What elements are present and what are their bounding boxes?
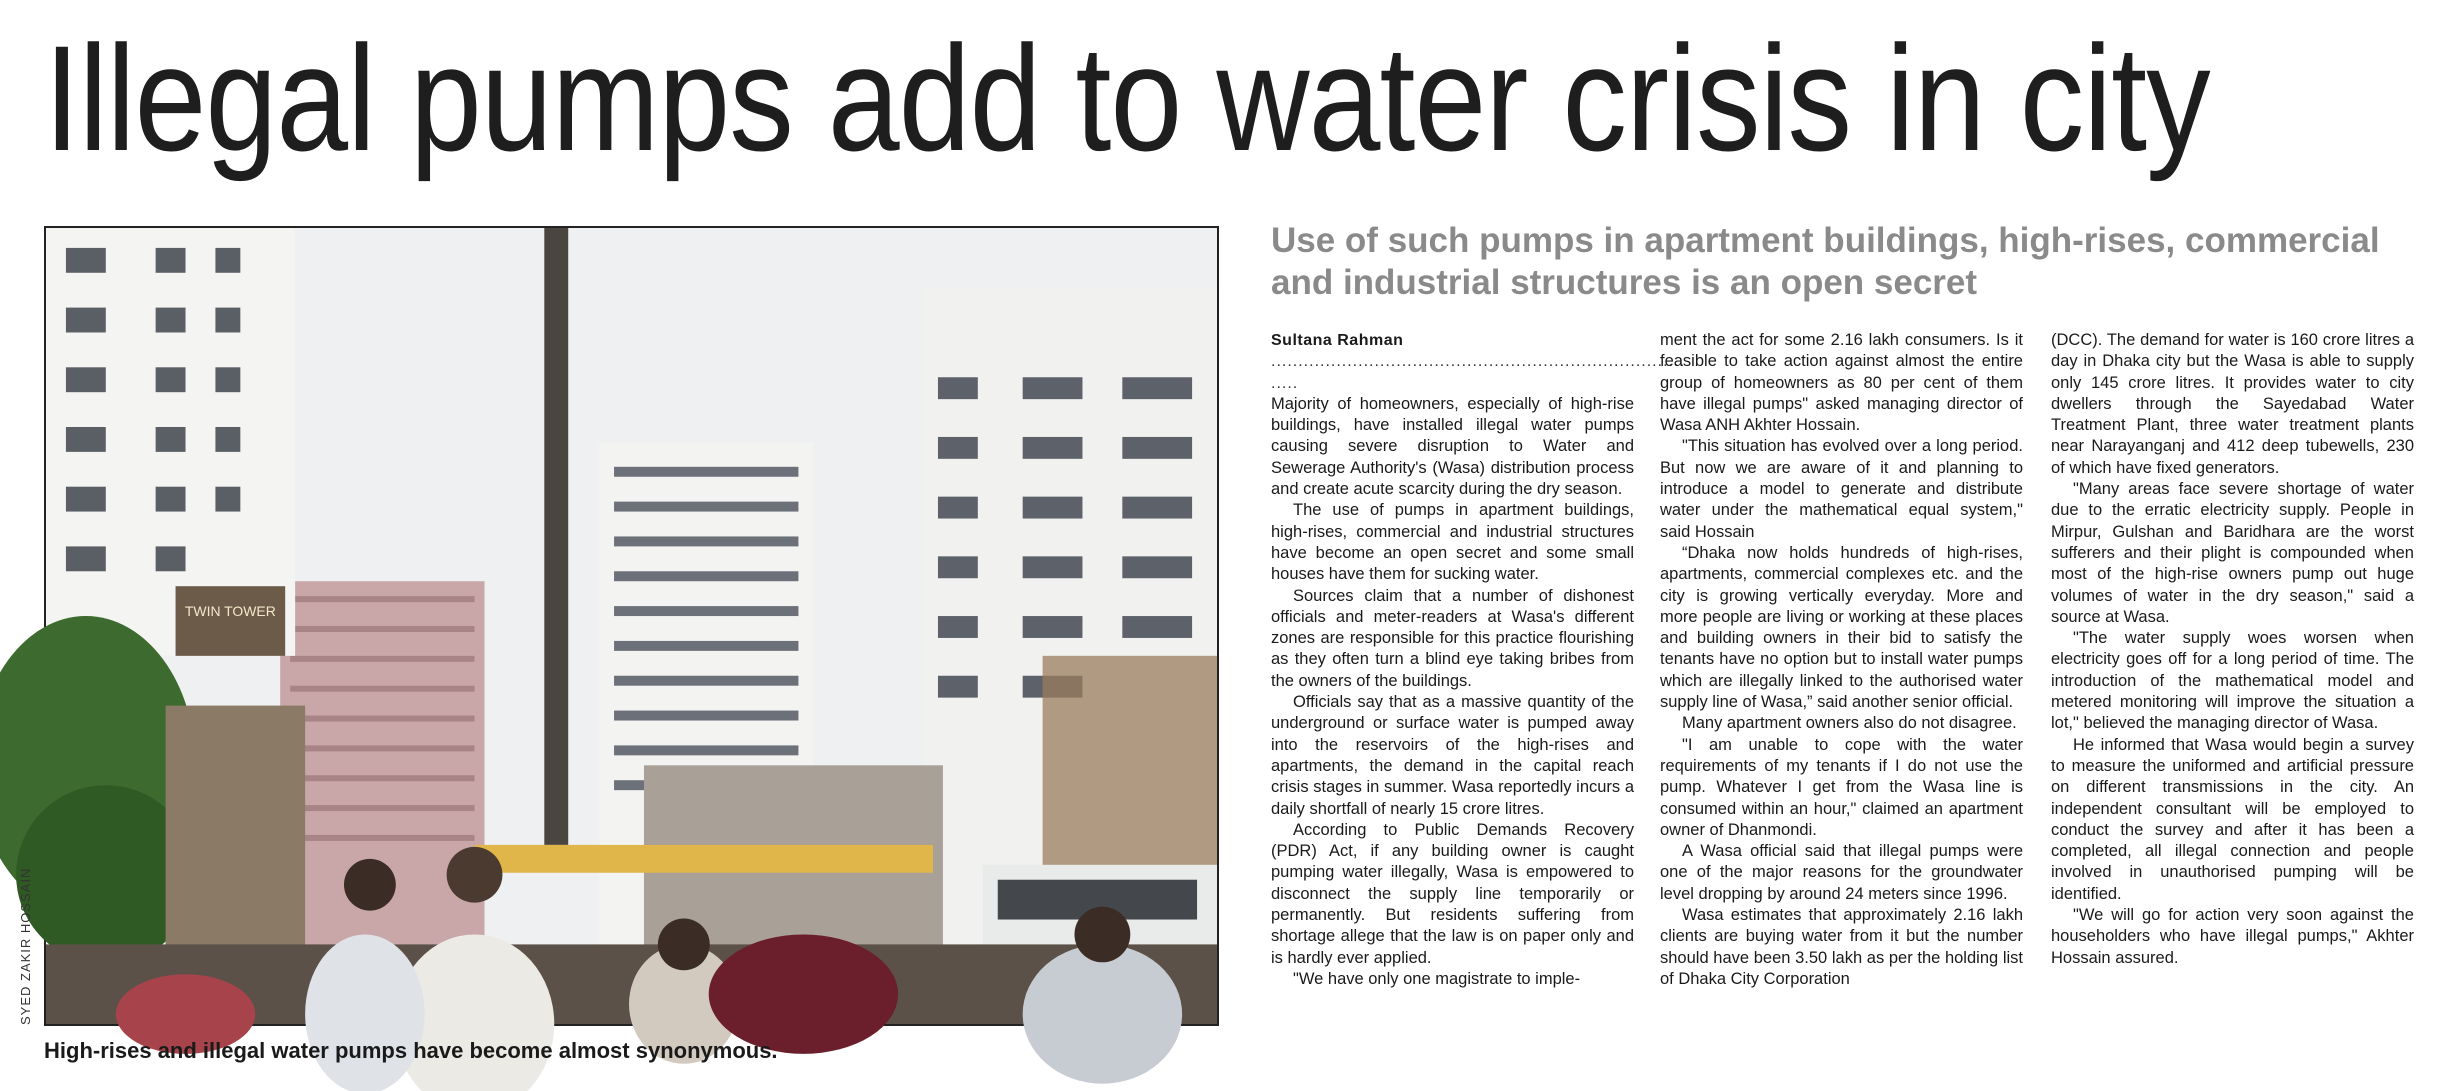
street-scene-illustration (46, 228, 1217, 1024)
subheadline: Use of such pumps in apartment buildings, high-rises, commercial and industrial structures is an open secret (1271, 221, 2380, 302)
paragraph: "I am unable to cope with the water requirements of my tenants if I do not use the pump. Whatever I get from the Wasa line is consumed within an hour," claimed an apartment owner of Dhanmondi. (1660, 735, 2023, 839)
paragraph: "Many areas face severe shortage of water due to the erratic electricity supply. People in Mirpur, Gulshan and Baridhara are the worst sufferers and their plight is compounded when most of the high-rise owners pump out huge volumes of water in the dry season," said a source at Wasa. (2051, 480, 2414, 626)
paragraph: A Wasa official said that illegal pumps were one of the major reasons for the groundwater level dropping by around 24 meters since 1996. (1660, 842, 2023, 903)
photo-caption: High-rises and illegal water pumps have become almost synonymous. (44, 1038, 778, 1063)
paragraph: ment the act for some 2.16 lakh consumers. Is it feasible to take action against almost the entire group of homeowners as 80 per cent of them have illegal pumps" asked managing director of Wasa ANH Akhter Hossain. (1660, 331, 2023, 435)
paragraph: "We have only one magistrate to imple- (1293, 969, 1581, 988)
article-column-1 (1271, 330, 1685, 1070)
paragraph: "This situation has evolved over a long period. But now we are aware of it and planning to introduce a model to generate and distribute water under the mathematical equal system," said Hossain (1660, 437, 2023, 541)
paragraph: Officials say that as a massive quantity of the underground or surface water is pumped away into the reservoirs of the high-rises and apartments, the demand in the capital reach crisis stages in summer. Wasa reportedly incurs a daily shortfall of nearly 15 crore litres. (1271, 693, 1634, 818)
byline: Sultana Rahman (1271, 332, 1404, 349)
article-column-2 (1660, 330, 2023, 1070)
news-photo (44, 226, 1219, 1026)
paragraph: "We will go for action very soon against the householders who have illegal pumps," Akhter Hossain assured. (2051, 906, 2414, 967)
paragraph: "The water supply woes worsen when electricity goes off for a long period of time. The introduction of the mathematical model and metered monitoring will improve the situation a lot," believed the managing director of Wasa. (2051, 629, 2414, 733)
paragraph: He informed that Wasa would begin a survey to measure the uniformed and artificial pressure on different transmissions in the city. An independent consultant will be employed to conduct the survey and after it has been a completed, all illegal connection and people involved in unauthorised pumping will be identified. (2051, 735, 2414, 903)
paragraph: (DCC). The demand for water is 160 crore litres a day in Dhaka city but the Wasa is able to supply only 145 crore litres. It provides water to city dwellers through the Sayedabad Water Treatment Plant, three water treatment plants near Narayanganj and 412 deep tubewells, 230 of which have fixed generators. (2051, 331, 2414, 477)
photo-credit: SYED ZAKIR HOSSAIN (18, 867, 33, 1025)
headline: Illegal pumps add to water crisis in city (44, 14, 2210, 182)
paragraph: “Dhaka now holds hundreds of high-rises, apartments, commercial complexes etc. and the city is growing vertically everyday. More and more people are living or working at these places and building owners in their bid to satisfy the tenants have no option but to install water pumps which are illegally linked to the authorised water supply line of Wasa,” said another senior official. (1660, 543, 2023, 712)
paragraph: The use of pumps in apartment buildings, high-rises, commercial and industrial structures have become an open secret and some small houses have them for sucking water. (1271, 501, 1634, 584)
byline-rule: ............................................................................ (1271, 353, 1685, 371)
sign-text: TWIN TOWER (184, 603, 276, 620)
article-column-3 (2051, 330, 2414, 1070)
paragraph: Wasa estimates that approximately 2.16 lakh clients are buying water from it but the number should have been 3.50 lakh as per the holding list of Dhaka City Corporation (1660, 906, 2023, 988)
byline-rule-tail: ..... (1271, 374, 1299, 392)
paragraph: Sources claim that a number of dishonest officials and meter-readers at Wasa's different zones are responsible for this practice flourishing as they often turn a blind eye taking bribes from the owners of the buildings. (1271, 586, 1634, 690)
paragraph: According to Public Demands Recovery (PDR) Act, if any building owner is caught pumping water illegally, Wasa is empowered to disconnect the supply line temporarily or permanently. But residents suffering from shortage allege that the law is on paper only and is hardly ever applied. (1271, 820, 1634, 967)
paragraph: Majority of homeowners, especially of high-rise buildings, have installed illegal water pumps causing severe disruption to Water and Sewerage Authority's (Wasa) distribution process and create acute scarcity during the dry season. (1271, 394, 1634, 499)
paragraph: Many apartment owners also do not disagree. (1682, 714, 2017, 733)
